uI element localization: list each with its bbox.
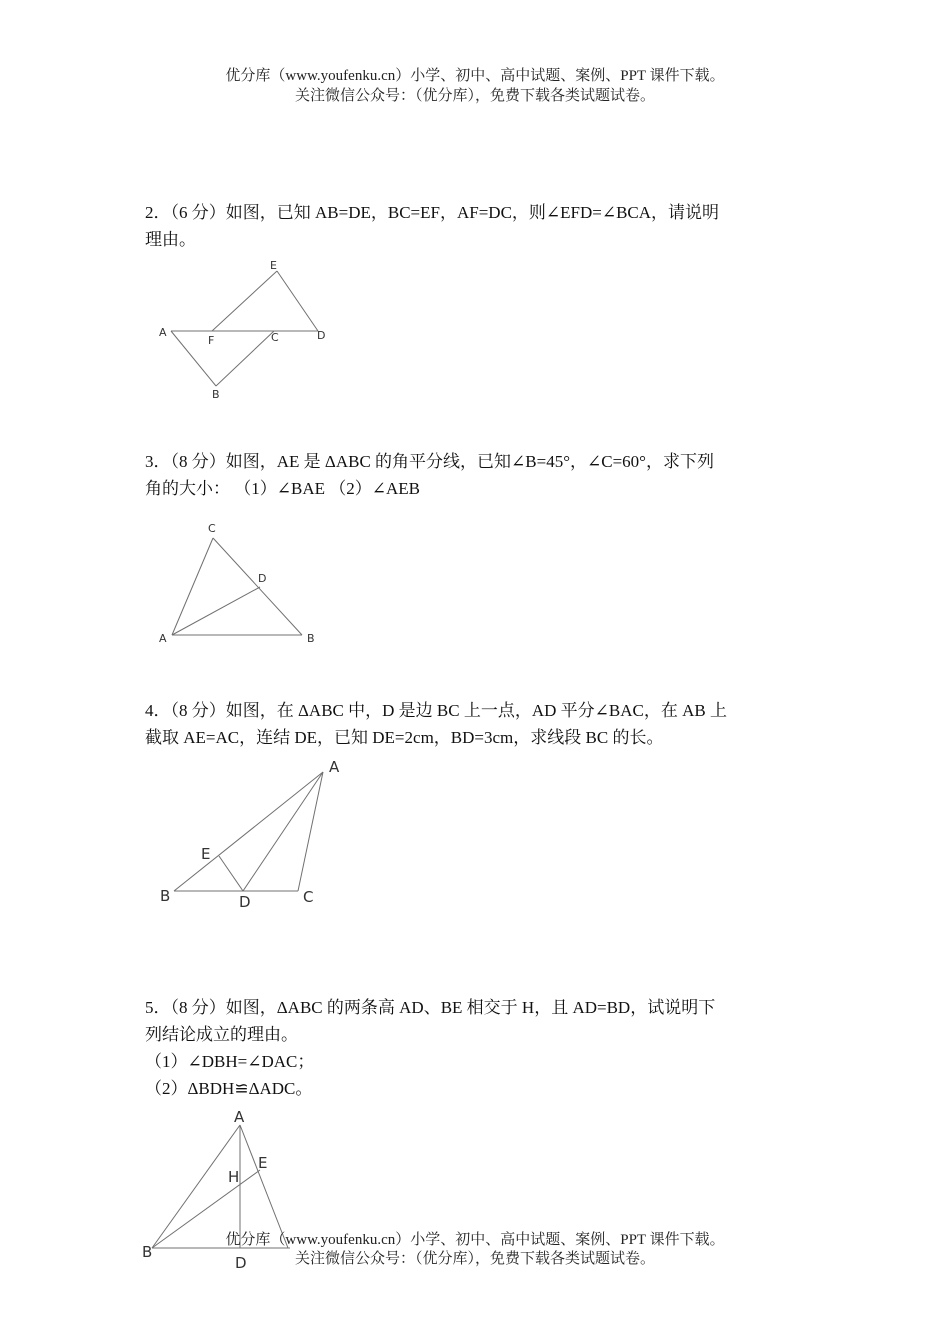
footer-line-1: 优分库（www.youfenku.cn）小学、初中、高中试题、案例、PPT 课件下载。 xyxy=(225,1232,725,1248)
point-label-c: C xyxy=(303,888,314,906)
question-3 xyxy=(145,448,810,502)
figure-q3 xyxy=(150,518,340,653)
question-text-line: 4．（8 分）如图，在 ΔABC 中，D 是边 BC 上一点，AD 平分∠BAC，在 AB 上 xyxy=(145,701,727,720)
segment-ed xyxy=(277,271,318,331)
question-5 xyxy=(145,994,810,1102)
question-text-line: （2）ΔBDH≌ΔADC。 xyxy=(145,1079,313,1098)
point-label-c: C xyxy=(208,522,216,535)
question-text-line: 截取 AE=AC，连结 DE，已知 DE=2cm，BD=3cm，求线段 BC 的长。 xyxy=(145,728,664,747)
point-label-e: E xyxy=(258,1154,268,1172)
point-label-f: F xyxy=(208,334,215,347)
question-text-line: 角的大小： （1）∠BAE （2）∠AEB xyxy=(145,479,420,498)
point-label-d: D xyxy=(239,893,251,911)
point-label-b: B xyxy=(307,632,315,645)
point-label-a: A xyxy=(159,326,167,339)
header-line-1: 优分库（www.youfenku.cn）小学、初中、高中试题、案例、PPT 课件下载。 xyxy=(225,68,725,84)
question-text-line: 列结论成立的理由。 xyxy=(145,1025,298,1044)
point-label-b: B xyxy=(212,388,220,401)
question-text-line: （1）∠DBH=∠DAC； xyxy=(145,1052,315,1071)
point-label-d: D xyxy=(258,572,267,585)
point-label-b: B xyxy=(160,887,171,905)
question-4 xyxy=(145,697,810,751)
point-label-d: D xyxy=(317,329,326,342)
point-label-a: A xyxy=(329,758,340,776)
question-text-line: 5．（8 分）如图，ΔABC 的两条高 AD、BE 相交于 H，且 AD=BD，试说明下 xyxy=(145,998,716,1017)
figure-q2 xyxy=(150,255,340,405)
point-label-c: C xyxy=(271,331,279,344)
point-label-b: B xyxy=(142,1243,153,1261)
question-text-line: 理由。 xyxy=(145,230,196,249)
segment-cb xyxy=(213,538,302,635)
point-label-a: A xyxy=(159,632,167,645)
header-line-2: 关注微信公众号：（优分库），免费下载各类试题试卷。 xyxy=(294,88,655,104)
segment-ac xyxy=(172,538,213,635)
question-text-line: 2．（6 分）如图，已知 AB=DE，BC=EF，AF=DC，则∠EFD=∠BCA，请说明 xyxy=(145,203,720,222)
question-text-line: 3．（8 分）如图，AE 是 ΔABC 的角平分线，已知∠B=45°，∠C=60°，求下列 xyxy=(145,452,714,471)
question-2 xyxy=(145,199,810,253)
point-label-a: A xyxy=(234,1108,245,1126)
segment-ed xyxy=(219,856,243,891)
point-label-e: E xyxy=(270,259,277,272)
figure-q4 xyxy=(150,755,360,915)
point-label-h: H xyxy=(228,1168,240,1186)
point-label-d: D xyxy=(235,1254,247,1272)
point-label-e: E xyxy=(201,845,211,863)
segment-ba xyxy=(174,772,323,891)
segment-ad xyxy=(172,587,260,635)
segment-fe xyxy=(212,271,277,331)
segment-bc xyxy=(216,331,274,386)
footer-line-2: 关注微信公众号：（优分库），免费下载各类试题试卷。 xyxy=(294,1251,655,1267)
